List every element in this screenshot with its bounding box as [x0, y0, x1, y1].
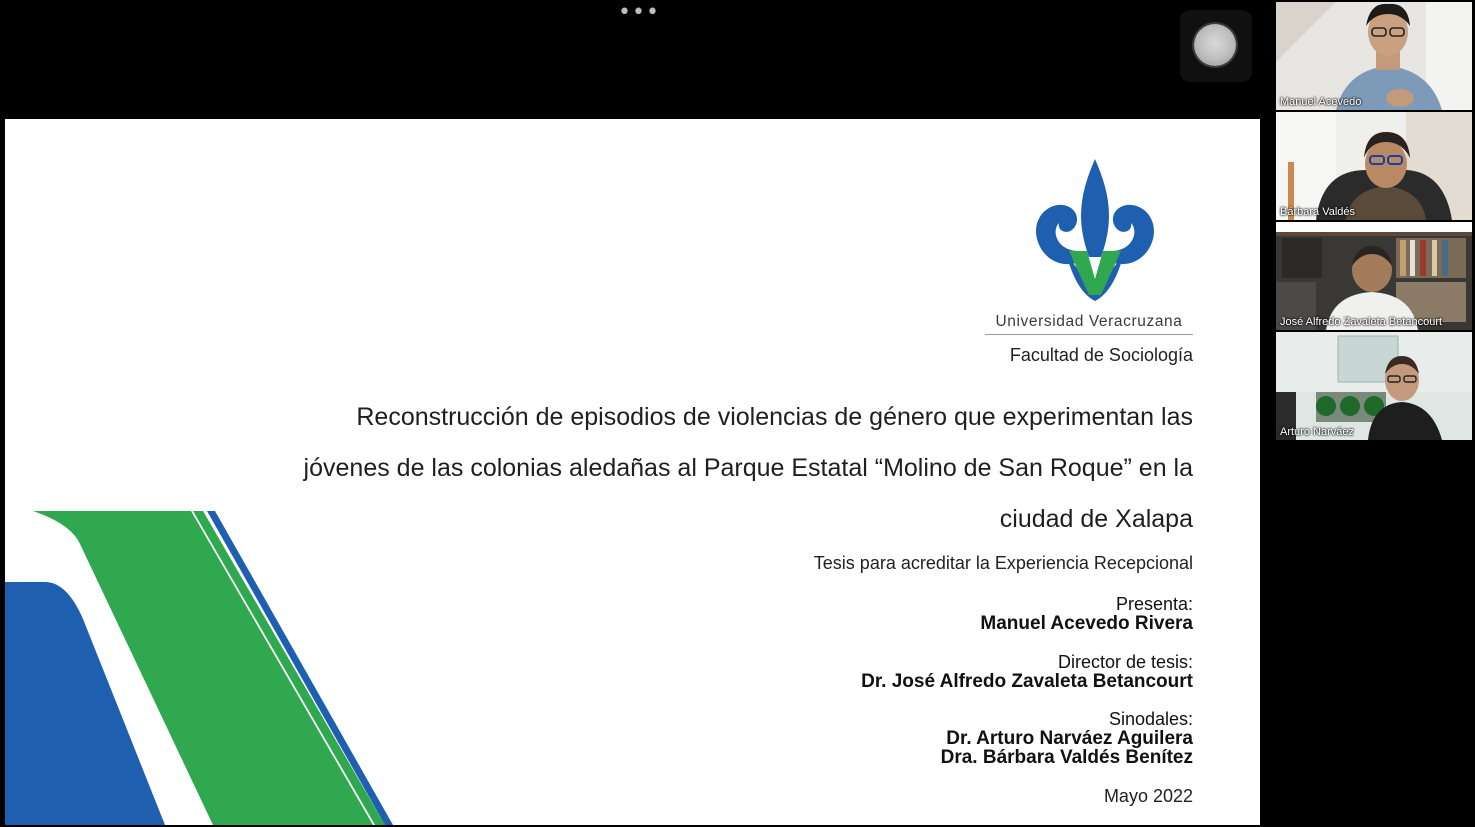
presenter-name: Manuel Acevedo Rivera	[980, 613, 1193, 634]
presentation-date: Mayo 2022	[1103, 786, 1193, 806]
sinodal-name: Dr. Arturo Narváez Aguilera	[946, 728, 1193, 749]
university-logo	[1035, 159, 1155, 307]
title-line: jóvenes de las colonias aledañas al Parque Estatal “Molino de San Roque” en la	[303, 454, 1193, 482]
participant-tile[interactable]	[1276, 2, 1472, 110]
presenter-block	[980, 595, 1193, 633]
sinodales-block	[941, 710, 1193, 767]
title-line: ciudad de Xalapa	[999, 505, 1193, 533]
thesis-subtitle: Tesis para acreditar la Experiencia Recepcional	[813, 553, 1193, 573]
shared-slide	[5, 119, 1260, 825]
participant-name: Arturo Narváez	[1280, 426, 1354, 438]
participant-name: José Alfredo Zavaleta Betancourt	[1280, 316, 1443, 328]
more-options-icon[interactable]: •••	[618, 0, 660, 25]
participant-name: Bárbara Valdés	[1280, 206, 1356, 218]
title-line: Reconstrucción de episodios de violencias de género que experimentan las	[356, 403, 1193, 431]
sinodal-name: Dra. Bárbara Valdés Benítez	[940, 747, 1193, 768]
participant-video	[1276, 2, 1472, 110]
participant-video	[1276, 112, 1472, 220]
participant-video	[1276, 332, 1472, 440]
university-name: Universidad Veracruzana	[985, 313, 1193, 335]
director-block	[861, 653, 1193, 691]
participant-video	[1276, 222, 1472, 330]
participant-tile[interactable]	[1276, 222, 1472, 330]
director-name: Dr. José Alfredo Zavaleta Betancourt	[861, 671, 1193, 692]
record-button[interactable]	[1180, 10, 1252, 82]
participant-tile[interactable]	[1276, 332, 1472, 440]
faculty-name: Facultad de Sociología	[1009, 345, 1193, 365]
record-icon	[1194, 24, 1236, 66]
thesis-title	[293, 392, 1193, 545]
participant-name: Manuel Acevedo	[1280, 96, 1362, 108]
presenta-label: Presenta:	[1115, 594, 1193, 614]
director-label: Director de tesis:	[1057, 652, 1193, 672]
participant-tile[interactable]	[1276, 112, 1472, 220]
sinodales-label: Sinodales:	[1108, 709, 1193, 729]
